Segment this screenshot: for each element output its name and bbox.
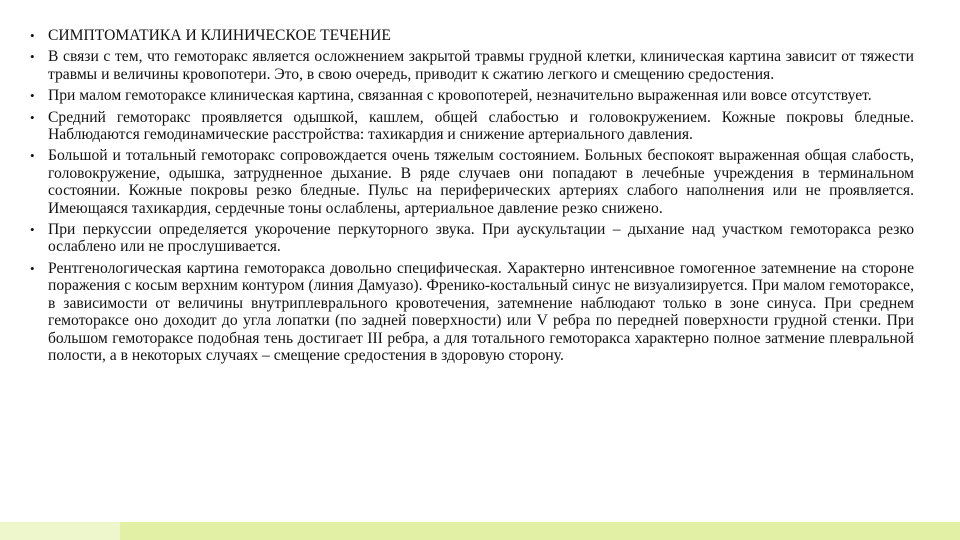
bullet-item-6 <box>30 260 914 364</box>
bullet-item-title <box>30 27 914 44</box>
paragraph-text: При перкуссии определяется укорочение перкуторного звука. При аускультации – дыхание над участком гемоторакса резко ослаблено или не прослушивается. <box>48 221 914 256</box>
bullet-icon: • <box>30 222 35 238</box>
bullet-icon: • <box>30 88 35 104</box>
paragraph-text: В связи с тем, что гемоторакс является осложнением закрытой травмы грудной клетки, клиническая картина зависит от тяжести травмы и величины кровопотери. Это, в свою очередь, приводит к сжатию легкого и смещению средостения. <box>48 48 914 83</box>
bullet-icon: • <box>30 109 35 125</box>
paragraph-text: Рентгенологическая картина гемоторакса довольно специфическая. Характерно интенсивное гомогенное затемнение на стороне поражения с косым верхним контуром (линия Дамуазо). Френико-костальный синус не визуализируется. При малом гемотораксе, в зависимости от величины внутриплеврального кровотечения, затемнение наблюдают только в зоне синуса. При среднем гемотораксе оно доходит до угла лопатки (по задней поверхности) или V ребра по передней поверхности грудной стенки. При большом гемотораксе подобная тень достигает III ребра, а для тотального гемоторакса характерно полное затмение плевральной полости, а в некоторых случаях – смещение средостения в здоровую сторону. <box>48 259 914 364</box>
bullet-item-4 <box>30 147 914 217</box>
footer-bar <box>0 522 960 540</box>
bullet-item-5 <box>30 221 914 256</box>
bullet-item-1 <box>30 48 914 83</box>
paragraph-text: При малом гемотораксе клиническая картина, связанная с кровопотерей, незначительно выраженная или вовсе отсутствует. <box>48 87 872 105</box>
footer-bar-main-segment <box>120 522 960 540</box>
paragraph-text: Большой и тотальный гемоторакс сопровождается очень тяжелым состоянием. Больных беспокоят выраженная общая слабость, головокружение, одышка, затрудненное дыхание. В ряде случаев они попадают в лечебные учреждения в терминальном состоянии. Кожные покровы резко бледные. Пульс на периферических артериях слабого наполнения или не проявляется. Имеющаяся тахикардия, сердечные тоны ослаблены, артериальное давление резко снижено. <box>48 147 914 217</box>
slide-title: СИМПТОМАТИКА И КЛИНИЧЕСКОЕ ТЕЧЕНИЕ <box>48 27 391 44</box>
bullet-icon: • <box>30 148 35 164</box>
bullet-item-3 <box>30 109 914 144</box>
paragraph-text: Средний гемоторакс проявляется одышкой, кашлем, общей слабостью и головокружением. Кожные покровы бледные. Наблюдаются гемодинамические расстройства: тахикардия и снижение артериального давления. <box>48 108 914 144</box>
bullet-list <box>30 27 914 364</box>
slide-content <box>30 27 914 368</box>
bullet-icon: • <box>30 49 35 65</box>
footer-bar-left-segment <box>0 522 120 540</box>
bullet-item-2 <box>30 87 914 104</box>
bullet-icon: • <box>30 28 35 43</box>
bullet-icon: • <box>30 260 35 276</box>
